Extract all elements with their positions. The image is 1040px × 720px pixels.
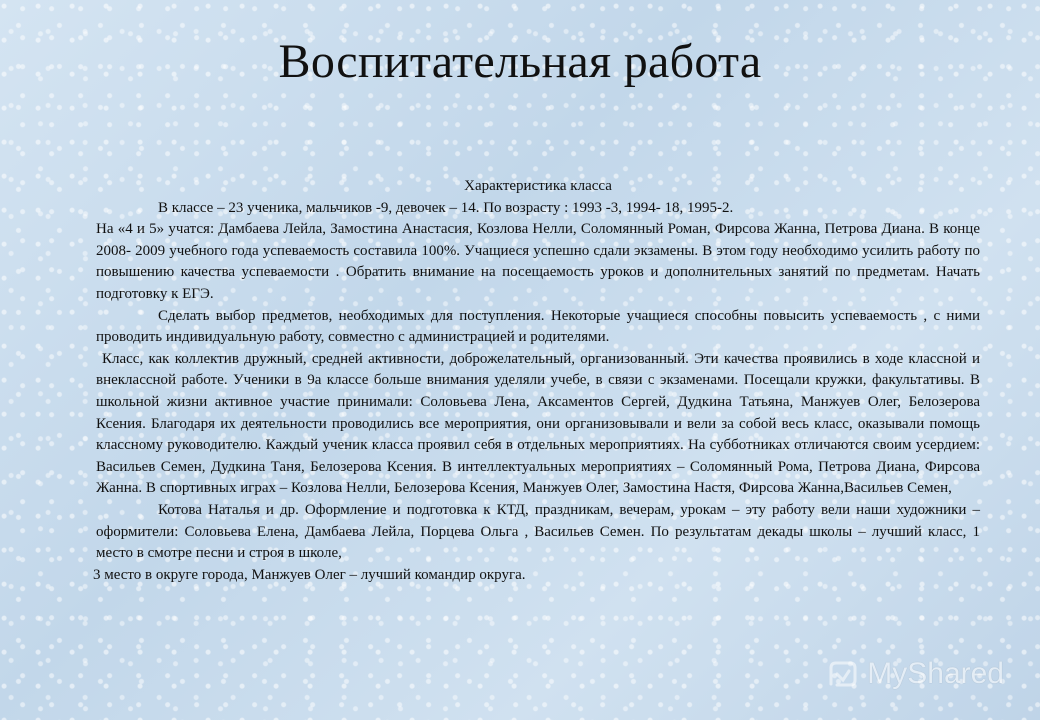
paragraph-subject-choice: Сделать выбор предметов, необходимых для поступления. Некоторые учащиеся способны повысить успеваемость , с ними проводить индивидуальную работу, совместно с администрацией и родителями. <box>96 307 980 346</box>
paragraph-district-results: 3 место в округе города, Манжуев Олег – лучший командир округа. <box>93 566 526 583</box>
watermark-text: MyShared <box>867 657 1004 690</box>
watermark <box>823 654 1004 694</box>
paragraph-decoration-results: Котова Наталья и др. Оформление и подготовка к КТД, праздникам, вечерам, урокам – эту работу вели наши художники – оформители: Соловьева Елена, Дамбаева Лейла, Порцева Ольга , Васильев Семен. По результатам декады школы – лучший класс, 1 место в смотре песни и строя в школе, <box>96 501 980 562</box>
paragraph-academic-performance: На «4 и 5» учатся: Дамбаева Лейла, Замостина Анастасия, Козлова Нелли, Соломянный Роман, Фирсова Жанна, Петрова Диана. В конце 2008- 2009 учебного года успеваемость составила 100%. Учащиеся успешно сдали экзамены. В этом году необходимо усилить работу по повышению качества успеваемости . Обратить внимание на посещаемость уроков и дополнительных занятий по предметам. Начать подготовку к ЕГЭ. <box>96 221 980 302</box>
section-subtitle: Характеристика класса <box>464 178 612 194</box>
slide-title: Воспитательная работа <box>278 35 762 88</box>
paragraph-class-composition: В классе – 23 ученика, мальчиков -9, девочек – 14. По возрасту : 1993 -3, 1994- 18, 1995-2. <box>158 199 734 216</box>
slide-body <box>93 176 980 586</box>
myshared-logo-icon <box>823 654 863 694</box>
paragraph-class-collective: Класс, как коллектив дружный, средней активности, доброжелательный, организованный. Эти качества проявились в ходе классной и внеклассной работе. Ученики в 9а классе больше внимания уделяли учебе, в связи с экзаменами. Посещали кружки, факультативы. В школьной жизни активное участие принимали: Соловьева Лена, Аксаментов Сергей, Дудкина Татьяна, Манжуев Олег, Белозерова Ксения. Благодаря их деятельности проводились все мероприятия, они организовывали и вели за собой весь класс, оказывали помощь классному руководителю. Каждый ученик класса проявил себя в отдельных мероприятиях. На субботниках отличаются своим усердием: Васильев Семен, Дудкина Таня, Белозерова Ксения. В интеллектуальных мероприятиях – Соломянный Рома, Петрова Диана, Фирсова Жанна. В спортивных играх – Козлова Нелли, Белозерова Ксения, Манжуев Олег, Замостина Настя, Фирсова Жанна,Васильев Семен, <box>96 350 980 497</box>
